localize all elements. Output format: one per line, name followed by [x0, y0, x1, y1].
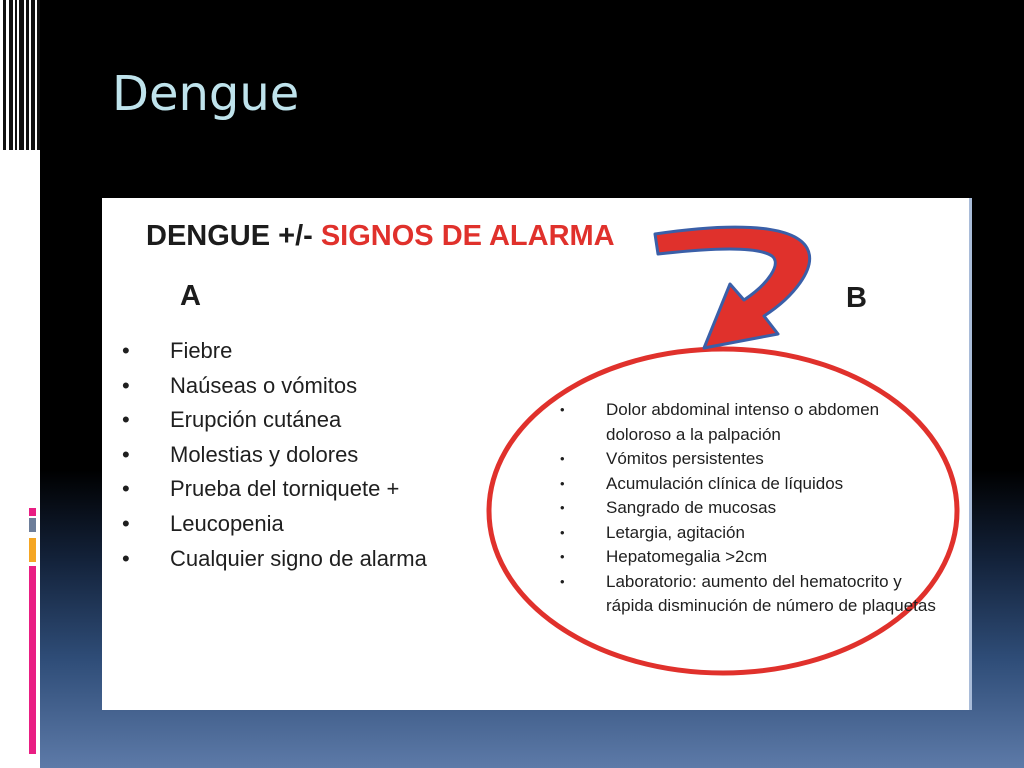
bullet: • [122, 441, 130, 467]
list-item [118, 474, 427, 509]
bullet: • [122, 510, 130, 536]
bullet: • [560, 475, 565, 491]
bullet: • [122, 545, 130, 571]
accent-pink [29, 508, 36, 516]
curved-arrow-icon [655, 227, 810, 348]
list-item [118, 371, 427, 406]
label-b: B [846, 282, 867, 314]
list-item-text: Fiebre [170, 338, 233, 363]
list-item-text: Letargia, agitación [606, 522, 745, 542]
bullet: • [560, 402, 565, 417]
list-item-text: Acumulación clínica de líquidos [606, 473, 844, 493]
bullet: • [560, 451, 565, 466]
list-item-text: Leucopenia [170, 510, 284, 536]
list-item [118, 336, 427, 371]
list-item-text: Hepatomegalia >2cm [606, 547, 768, 566]
list-item [556, 545, 936, 570]
accent-orange [29, 538, 36, 562]
bullet: • [560, 573, 565, 589]
bullet: • [560, 524, 565, 540]
figure-heading [146, 220, 615, 253]
list-item [556, 472, 936, 497]
slide-title: Dengue [112, 66, 300, 122]
list-item [118, 440, 427, 475]
bullet: • [122, 372, 130, 398]
list-item [556, 496, 936, 521]
bullet: • [122, 407, 130, 433]
list-item-text: Sangrado de mucosas [606, 498, 777, 517]
list-item [556, 570, 936, 619]
label-a: A [180, 280, 201, 312]
symptom-list-a [118, 336, 427, 578]
list-item-text: Prueba del torniquete + [170, 476, 400, 502]
list-item [118, 509, 427, 544]
list-item-text: Molestias y dolores [170, 441, 359, 467]
figure-panel [102, 198, 972, 710]
bullet: • [122, 338, 130, 363]
list-item-text: Erupción cutánea [170, 407, 342, 433]
list-item-text: Vómitos persistentes [606, 449, 764, 468]
accent-blue [29, 518, 36, 532]
decor-bars [0, 0, 40, 150]
heading-alarm: SIGNOS DE ALARMA [320, 220, 615, 252]
list-item [556, 398, 936, 447]
left-decor-strip [0, 0, 40, 768]
list-item-text: Dolor abdominal intenso o abdomen doloroso a la palpación [606, 400, 880, 444]
alarm-signs-list-b [556, 398, 936, 619]
bullet: • [560, 549, 565, 564]
list-item-text: Laboratorio: aumento del hematocrito y rápida disminución de número de plaquetas [606, 571, 936, 615]
list-item [556, 521, 936, 546]
bullet: • [560, 500, 565, 515]
list-item-text: Naúseas o vómitos [170, 372, 358, 398]
list-item [118, 405, 427, 440]
accent-pink-long [29, 566, 36, 754]
bullet: • [122, 476, 130, 502]
list-item [556, 447, 936, 472]
list-item [118, 544, 427, 579]
heading-dengue: DENGUE +/- [146, 220, 321, 252]
list-item-text: Cualquier signo de alarma [170, 545, 427, 571]
